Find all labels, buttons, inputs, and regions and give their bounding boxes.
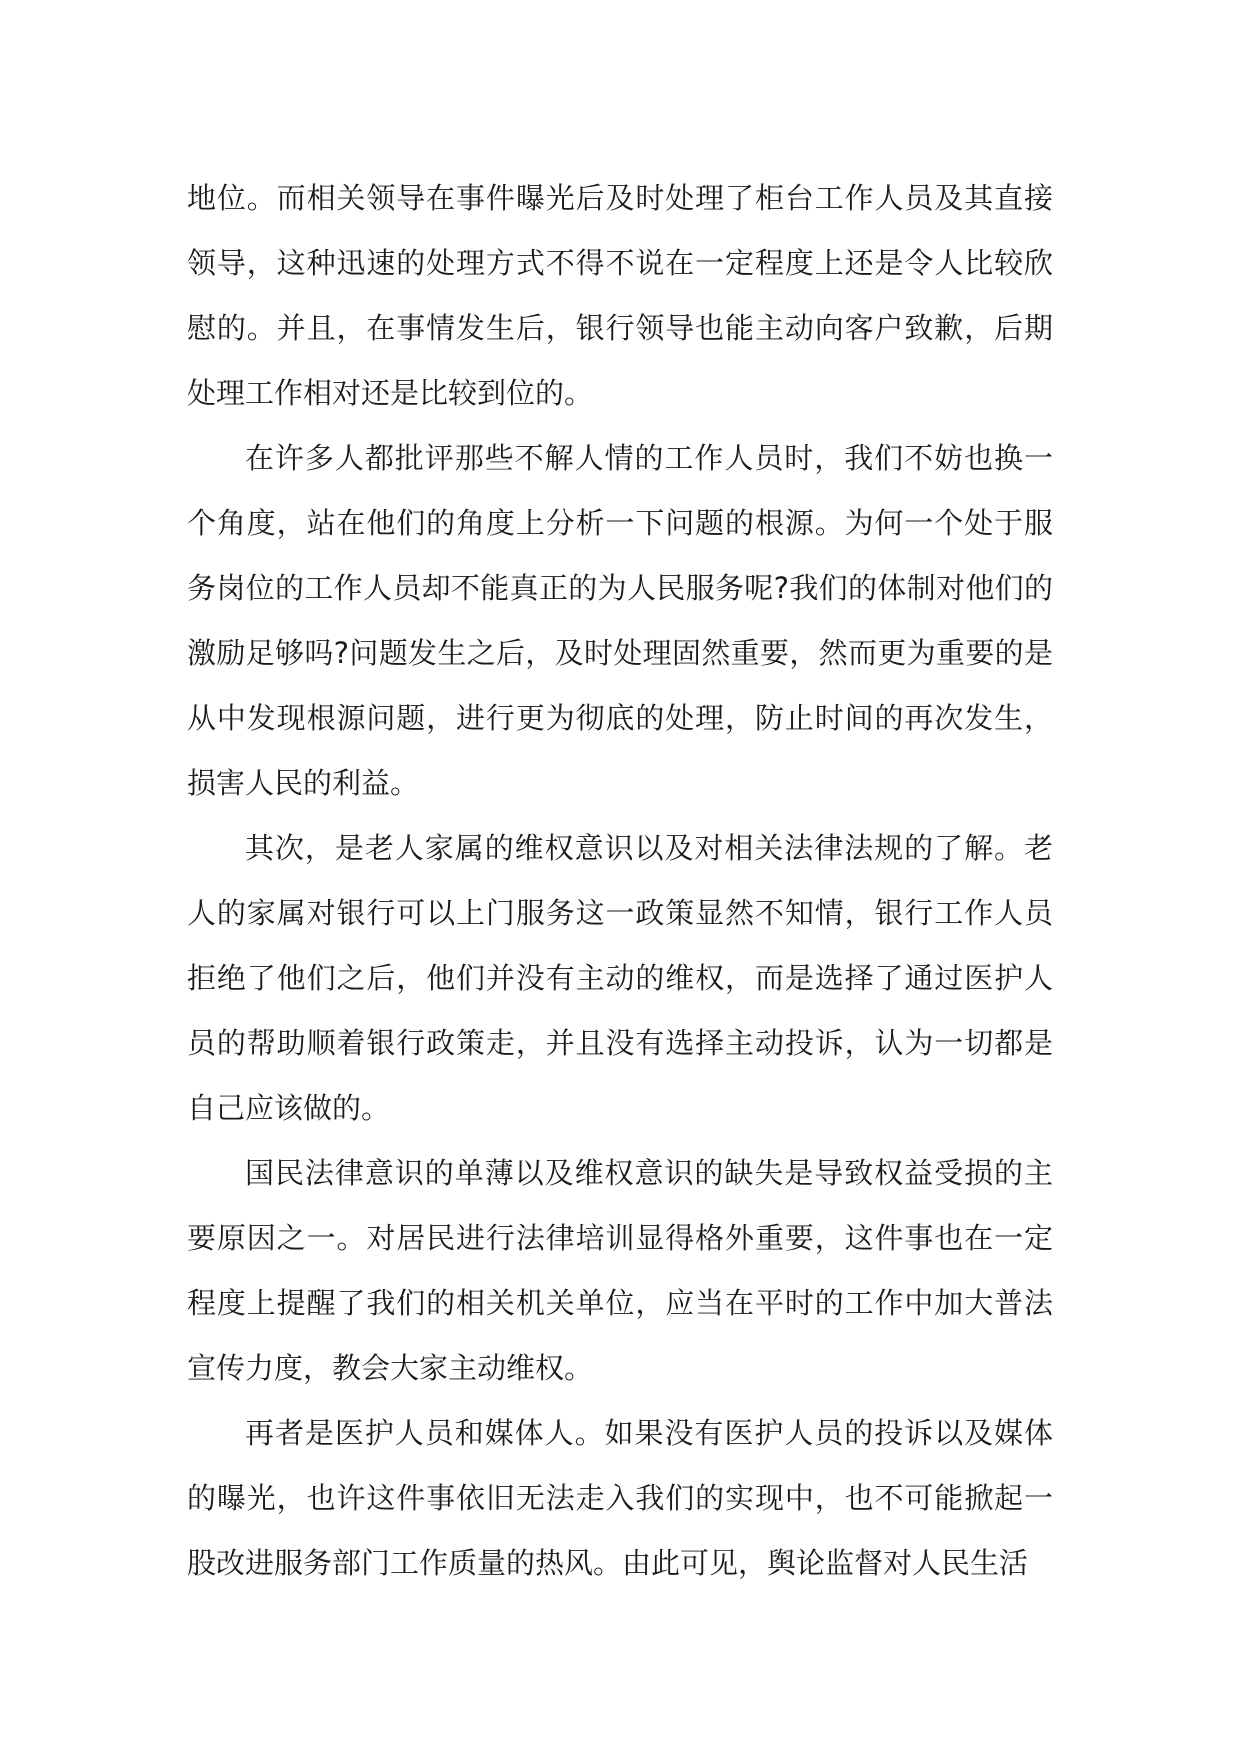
paragraph-2: 在许多人都批评那些不解人情的工作人员时，我们不妨也换一个角度，站在他们的角度上分析一下问题的根源。为何一个处于服务岗位的工作人员却不能真正的为人民服务呢?我们的体制对他们的激励足够吗?问题发生之后，及时处理固然重要，然而更为重要的是从中发现根源问题，进行更为彻底的处理，防止时间的再次发生，损害人民的利益。 (187, 441, 1053, 800)
paragraph-5: 再者是医护人员和媒体人。如果没有医护人员的投诉以及媒体的曝光，也许这件事依旧无法走入我们的实现中，也不可能掀起一股改进服务部门工作质量的热风。由此可见，舆论监督对人民生活 (187, 1416, 1053, 1580)
paragraph-3: 其次，是老人家属的维权意识以及对相关法律法规的了解。老人的家属对银行可以上门服务这一政策显然不知情，银行工作人员拒绝了他们之后，他们并没有主动的维权，而是选择了通过医护人员的帮助顺着银行政策走，并且没有选择主动投诉，认为一切都是自己应该做的。 (187, 831, 1053, 1125)
paragraph-1: 地位。而相关领导在事件曝光后及时处理了柜台工作人员及其直接领导，这种迅速的处理方式不得不说在一定程度上还是令人比较欣慰的。并且，在事情发生后，银行领导也能主动向客户致歉，后期处理工作相对还是比较到位的。 (187, 181, 1053, 410)
document-page (187, 166, 1053, 1596)
paragraph-4: 国民法律意识的单薄以及维权意识的缺失是导致权益受损的主要原因之一。对居民进行法律培训显得格外重要，这件事也在一定程度上提醒了我们的相关机关单位，应当在平时的工作中加大普法宣传力度，教会大家主动维权。 (187, 1156, 1053, 1385)
